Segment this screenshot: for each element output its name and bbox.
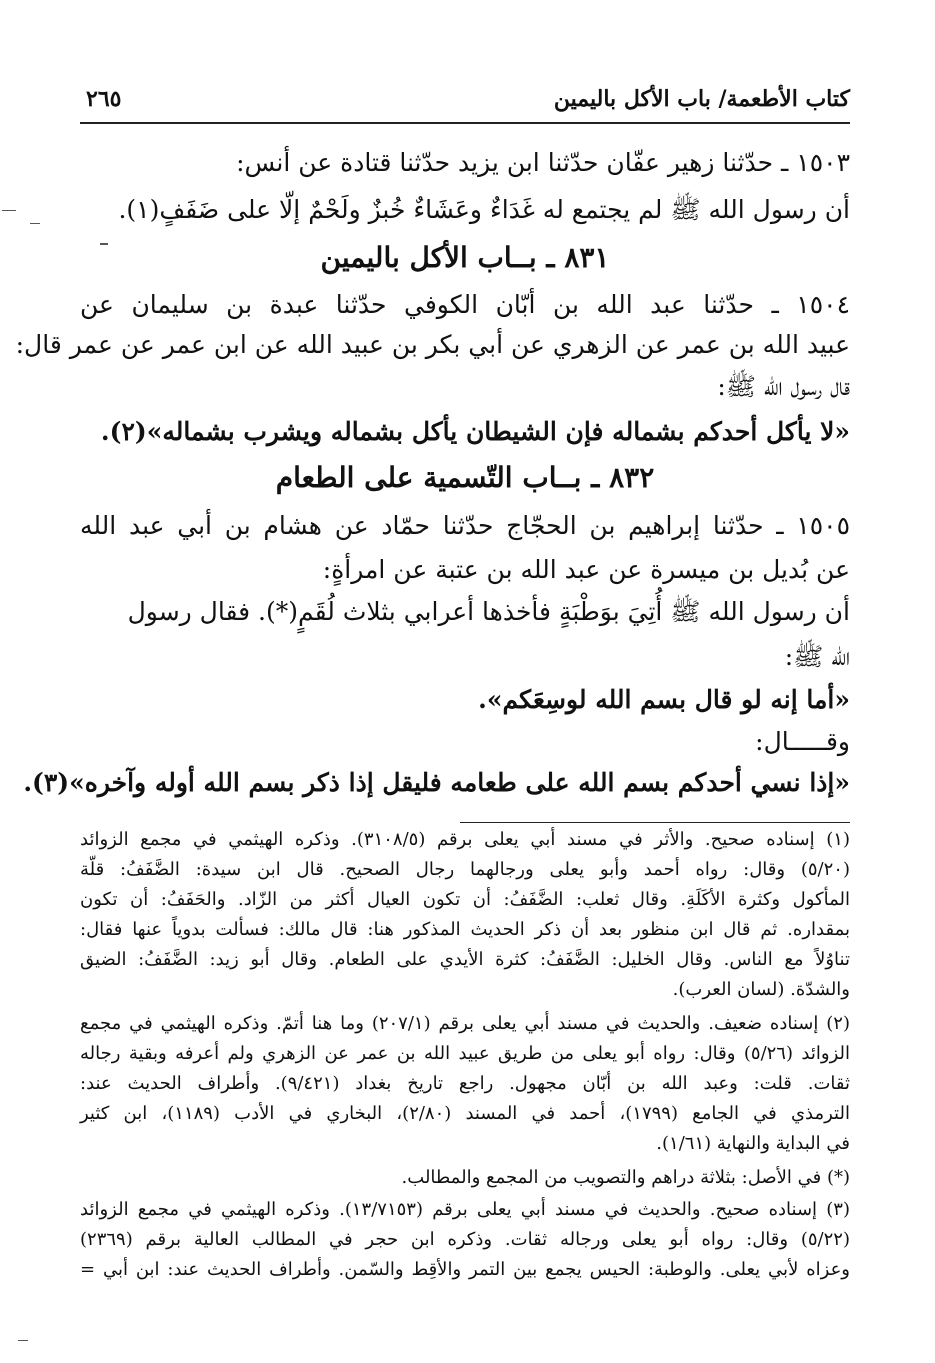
footnote-separator bbox=[460, 822, 850, 823]
running-title: كتاب الأطعمة/ باب الأكل باليمين bbox=[553, 86, 850, 112]
footnote-3-line3: وعزاه لأبي يعلى. والوطبة: الحيس يجمع بين التمر والأقِط والسّمن. وأطراف الحديث عند: ابن أبي = bbox=[80, 1259, 850, 1280]
hadith-1503-isnad: ١٥٠٣ ـ حدّثنا زهير عفّان حدّثنا ابن يزيد حدّثنا قتادة عن أنس: bbox=[236, 148, 850, 177]
hadith-1505-quote-1: «أما إنه لو قال بسم الله لوسِعَكم». bbox=[478, 685, 850, 714]
scan-artifact-mark bbox=[100, 243, 108, 245]
chapter-heading-832: ٨٣٢ ـ بــاب التّسمية على الطعام bbox=[275, 461, 655, 494]
scan-artifact-mark bbox=[30, 223, 40, 224]
footnote-asterisk: (*) في الأصل: بثلاثة دراهم والتصويب من المجمع والمطالب. bbox=[401, 1167, 850, 1188]
hadith-1505-isnad-line2: عن بُديل بن ميسرة عن عبد الله بن عتبة عن امرأةٍ: bbox=[322, 555, 850, 584]
hadith-1505-and-said: وقـــــال: bbox=[755, 727, 850, 756]
footnote-1-line4: بمقداره. ثم قال ابن منظور بعد أن ذكر الحديث المذكور هنا: قال مالك: فسألت بدوياً عنها فقال: bbox=[80, 919, 850, 940]
running-header bbox=[80, 82, 850, 124]
hadith-1504-isnad-line1: ١٥٠٤ ـ حدّثنا عبد الله بن أبّان الكوفي حدّثنا عبدة بن سليمان عن bbox=[80, 290, 850, 319]
footnote-1-line3: المأكول وكثرة الأكَلَةِ. وقال ثعلب: الضَّفَفُ: أن تكون العيال أكثر من الزّاد. والحَفَفُ: أن تكون bbox=[80, 889, 850, 910]
hadith-1505-isnad-line1: ١٥٠٥ ـ حدّثنا إبراهيم بن الحجّاج حدّثنا حمّاد عن هشام بن أبي عبد الله bbox=[80, 511, 850, 540]
hadith-1505-matn-line1: أن رسول الله ﷺ أُتِيَ بوَطْبَةٍ فأخذها أعرابي بثلاث لُقَمٍ(*). فقال رسول bbox=[127, 597, 850, 626]
scan-artifact-mark bbox=[2, 210, 16, 211]
footnote-3-line1: (٣) إسناده صحيح. والحديث في مسند أبي يعلى برقم (١٣/٧١٥٣). وذكره الهيثمي في مجمع الزوائد bbox=[80, 1199, 850, 1220]
footnote-1-line2: (٥/٢٠) وقال: رواه أحمد وأبو يعلى ورجالهما رجال الصحيح. قال ابن سيدة: الضَّفَفُ: قلّة bbox=[80, 859, 850, 880]
footnote-1-line6: والشدّة. (لسان العرب). bbox=[672, 979, 850, 1000]
footnote-2-line5: في البداية والنهاية (١/٦١). bbox=[656, 1133, 850, 1154]
hadith-1505-quote-2: «إذا نسي أحدكم بسم الله على طعامه فليقل إذا ذكر بسم الله أوله وآخره»(٣). bbox=[23, 768, 850, 797]
footnote-2-line1: (٢) إسناده ضعيف. والحديث في مسند أبي يعلى برقم (٢٠٧/١) وما هنا أتمّ. وذكره الهيثمي في مجمع bbox=[80, 1013, 850, 1034]
footnote-2-line4: الترمذي في الجامع (١٧٩٩)، أحمد في المسند (٢/٨٠)، البخاري في الأدب (١١٨٩)، ابن كثير bbox=[80, 1103, 850, 1124]
hadith-1504-matn: «لا يأكل أحدكم بشماله فإن الشيطان يأكل بشماله ويشرب بشماله»(٢). bbox=[100, 417, 850, 446]
hadith-1504-isnad-line2: عبيد الله بن عمر عن الزهري عن أبي بكر بن عبيد الله عن ابن عمر عن عمر قال: bbox=[15, 330, 850, 359]
hadith-1504-isnad-line3: قال رسول الله ﷺ: bbox=[717, 372, 850, 401]
footnote-1-line5: تناوُلاً مع الناس. وقال الخليل: الضَّفَفُ: كثرة الأيدي على الطعام. وقال أبو زيد: الضَّفَفُ: الضيق bbox=[80, 949, 850, 970]
chapter-heading-831: ٨٣١ ـ بــاب الأكل باليمين bbox=[320, 241, 610, 274]
footnote-3-line2: (٥/٢٢) وقال: رواه أبو يعلى ورجاله ثقات. وذكره ابن حجر في المطالب العالية برقم (٢٣٦٩) bbox=[80, 1229, 850, 1250]
hadith-1505-matn-line2: الله ﷺ: bbox=[784, 642, 850, 671]
footnote-2-line2: الزوائد (٥/٢٦) وقال: رواه أبو يعلى من طريق عبيد الله بن عمر عن الزهري ولم أعرفه وبقية رجاله bbox=[80, 1043, 851, 1064]
footnote-2-line3: ثقات. قلت: وعبد الله بن أبّان مجهول. راجع تاريخ بغداد (٩/٤٢١). وأطراف الحديث عند: bbox=[80, 1073, 850, 1094]
scan-artifact-mark bbox=[18, 1340, 28, 1341]
page-number: ٢٦٥ bbox=[86, 86, 122, 112]
footnote-1-line1: (١) إسناده صحيح. والأثر في مسند أبي يعلى برقم (٣١٠٨/٥). وذكره الهيثمي في مجمع الزوائد bbox=[80, 829, 850, 850]
hadith-1503-matn: أن رسول الله ﷺ لم يجتمع له غَدَاءٌ وعَشَاءٌ خُبزٌ ولَحْمٌ إلّا على ضَفَفٍ(١). bbox=[118, 195, 850, 224]
